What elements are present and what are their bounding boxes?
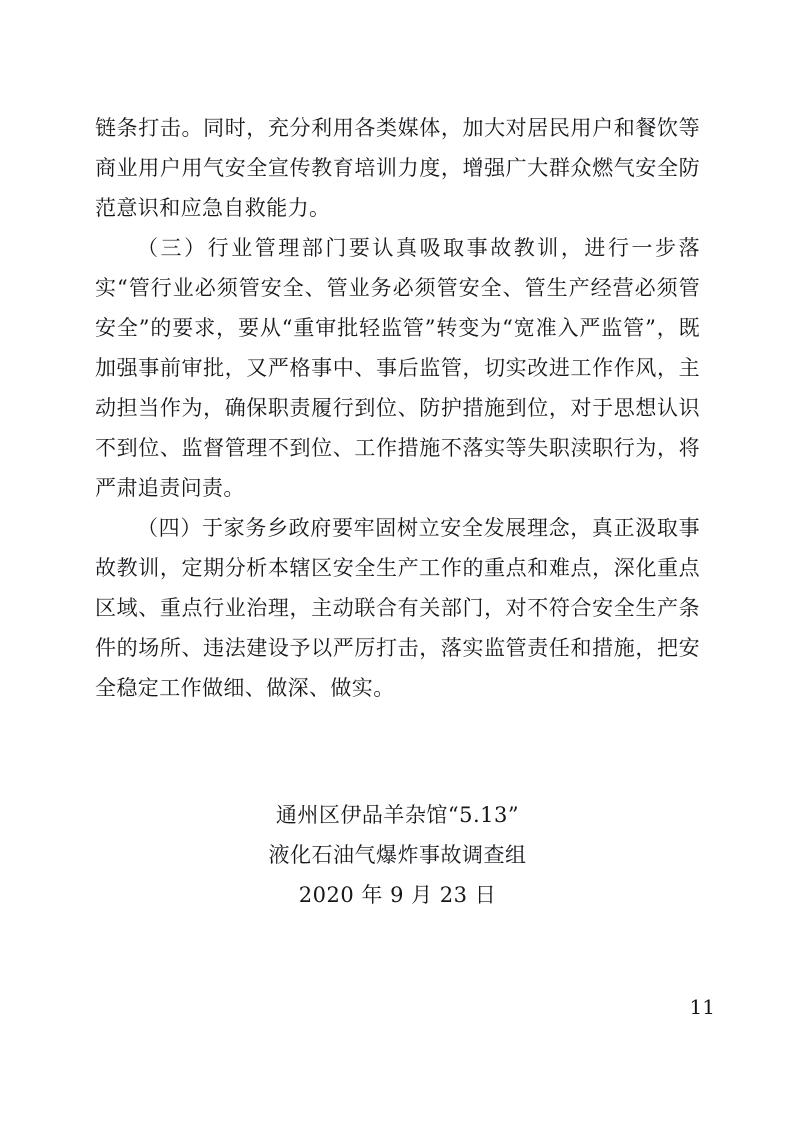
- paragraph-item-four: （四）于家务乡政府要牢固树立安全发展理念，真正汲取事故教训，定期分析本辖区安全生产工作的重点和难点，深化重点区域、重点行业治理，主动联合有关部门，对不符合安全生产条件的场所、违法建设予以严厉打击，落实监管责任和措施，把安全稳定工作做细、做深、做实。: [95, 516, 700, 700]
- paragraph-item-three: （三）行业管理部门要认真吸取事故教训，进行一步落实“管行业必须管安全、管业务必须管安全、管生产经营必须管安全”的要求，要从“重审批轻监管”转变为“宽准入严监管”，既加强事前审批，又严格事中、事后监管，切实改进工作作风，主动担当作为，确保职责履行到位、防护措施到位，对于思想认识不到位、监督管理不到位、工作措施不落实等失职渎职行为，将严肃追责问责。: [95, 236, 700, 500]
- signature-line-organization-1: 通州区伊品羊杂馆“5.13”: [275, 803, 520, 827]
- page-number: 11: [689, 995, 715, 1019]
- signature-line-date: 2020 年 9 月 23 日: [298, 883, 497, 907]
- document-body: [95, 108, 700, 708]
- signature-line-organization-2: 液化石油气爆炸事故调查组: [268, 843, 527, 867]
- paragraph-continuation: 链条打击。同时，充分利用各类媒体，加大对居民用户和餐饮等商业用户用气安全宣传教育培训力度，增强广大群众燃气安全防范意识和应急自救能力。: [95, 116, 700, 220]
- signature-block: [95, 795, 700, 915]
